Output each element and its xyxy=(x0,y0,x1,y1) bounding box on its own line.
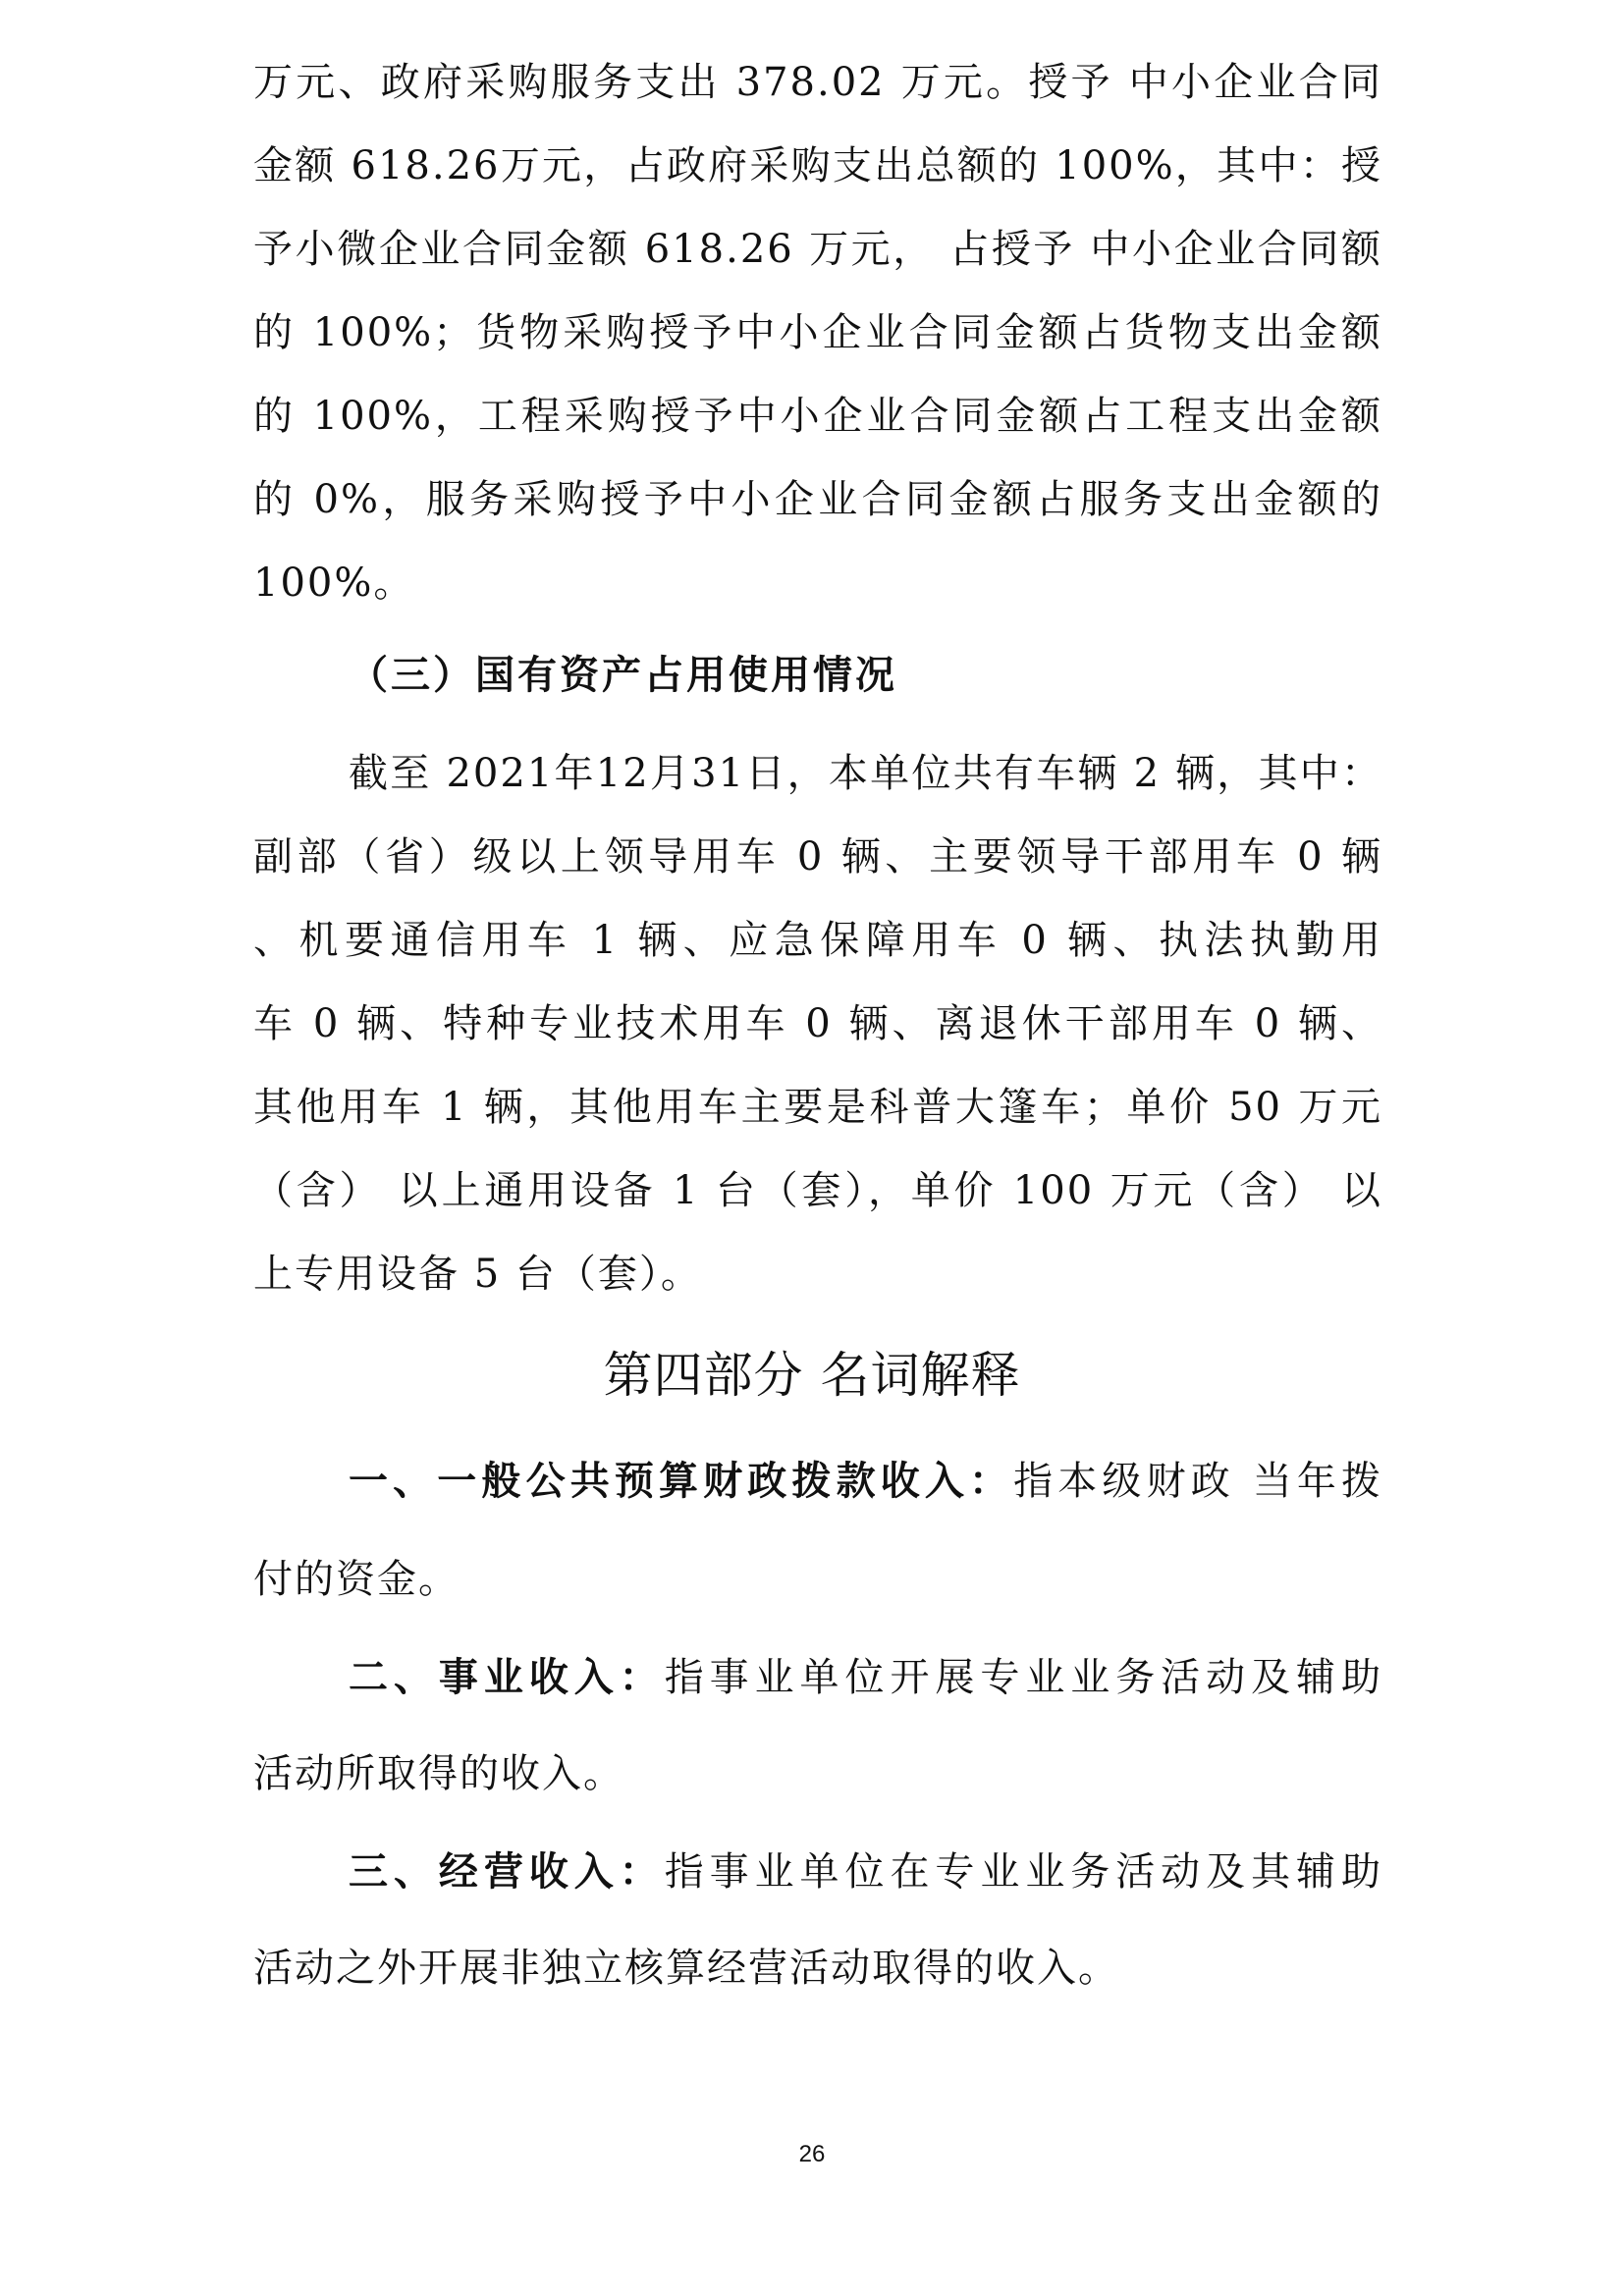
definition-3-term: 三、经营收入： xyxy=(349,1848,665,1895)
assets-line-2: 副部（省）级以上领导用车 0 辆、主要领导干部用车 0 辆 xyxy=(253,834,1382,880)
procurement-line-3: 予小微企业合同金额 618.26 万元， 占授予 中小企业合同额 xyxy=(253,227,1382,272)
definition-2-term: 二、事业收入： xyxy=(349,1654,665,1700)
procurement-line-1: 万元、政府采购服务支出 378.02 万元。授予 中小企业合同 xyxy=(253,60,1382,105)
part-four-title: 第四部分 名词解释 xyxy=(603,1347,1021,1404)
assets-line-7: 上专用设备 5 台（套）。 xyxy=(253,1252,702,1297)
procurement-line-4: 的 100%；货物采购授予中小企业合同金额占货物支出金额 xyxy=(253,310,1382,355)
definition-2-continuation: 活动所取得的收入。 xyxy=(253,1751,624,1796)
definition-2-text: 指事业单位开展专业业务活动及辅助 xyxy=(664,1655,1383,1700)
definition-3-continuation: 活动之外开展非独立核算经营活动取得的收入。 xyxy=(253,1946,1119,1991)
definition-1 xyxy=(349,1454,1382,1509)
assets-line-6: （含） 以上通用设备 1 台（套），单价 100 万元（含） 以 xyxy=(253,1168,1382,1213)
assets-line-1: 截至 2021年12月31日，本单位共有车辆 2 辆，其中： xyxy=(349,751,1382,796)
procurement-line-6: 的 0%，服务采购授予中小企业合同金额占服务支出金额的 xyxy=(253,477,1382,522)
definition-3 xyxy=(349,1844,1382,1899)
definition-1-text: 指本级财政 当年拨 xyxy=(1013,1459,1382,1504)
assets-line-5: 其他用车 1 辆，其他用车主要是科普大篷车；单价 50 万元 xyxy=(253,1085,1382,1130)
assets-section-heading: （三）国有资产占用使用情况 xyxy=(349,652,897,698)
definition-3-text: 指事业单位在专业业务活动及其辅助 xyxy=(664,1849,1383,1895)
assets-line-3: 、机要通信用车 1 辆、应急保障用车 0 辆、执法执勤用 xyxy=(253,918,1382,963)
page-number: 26 xyxy=(798,2141,826,2167)
definition-2 xyxy=(349,1650,1382,1705)
procurement-line-7: 100%。 xyxy=(253,561,415,606)
procurement-line-2: 金额 618.26万元，占政府采购支出总额的 100%，其中：授 xyxy=(253,143,1382,188)
assets-line-4: 车 0 辆、特种专业技术用车 0 辆、离退休干部用车 0 辆、 xyxy=(253,1001,1382,1046)
definition-1-term: 一、一般公共预算财政拨款收入： xyxy=(349,1458,1014,1504)
definition-1-continuation: 付的资金。 xyxy=(253,1557,460,1602)
procurement-line-5: 的 100%，工程采购授予中小企业合同金额占工程支出金额 xyxy=(253,394,1382,439)
